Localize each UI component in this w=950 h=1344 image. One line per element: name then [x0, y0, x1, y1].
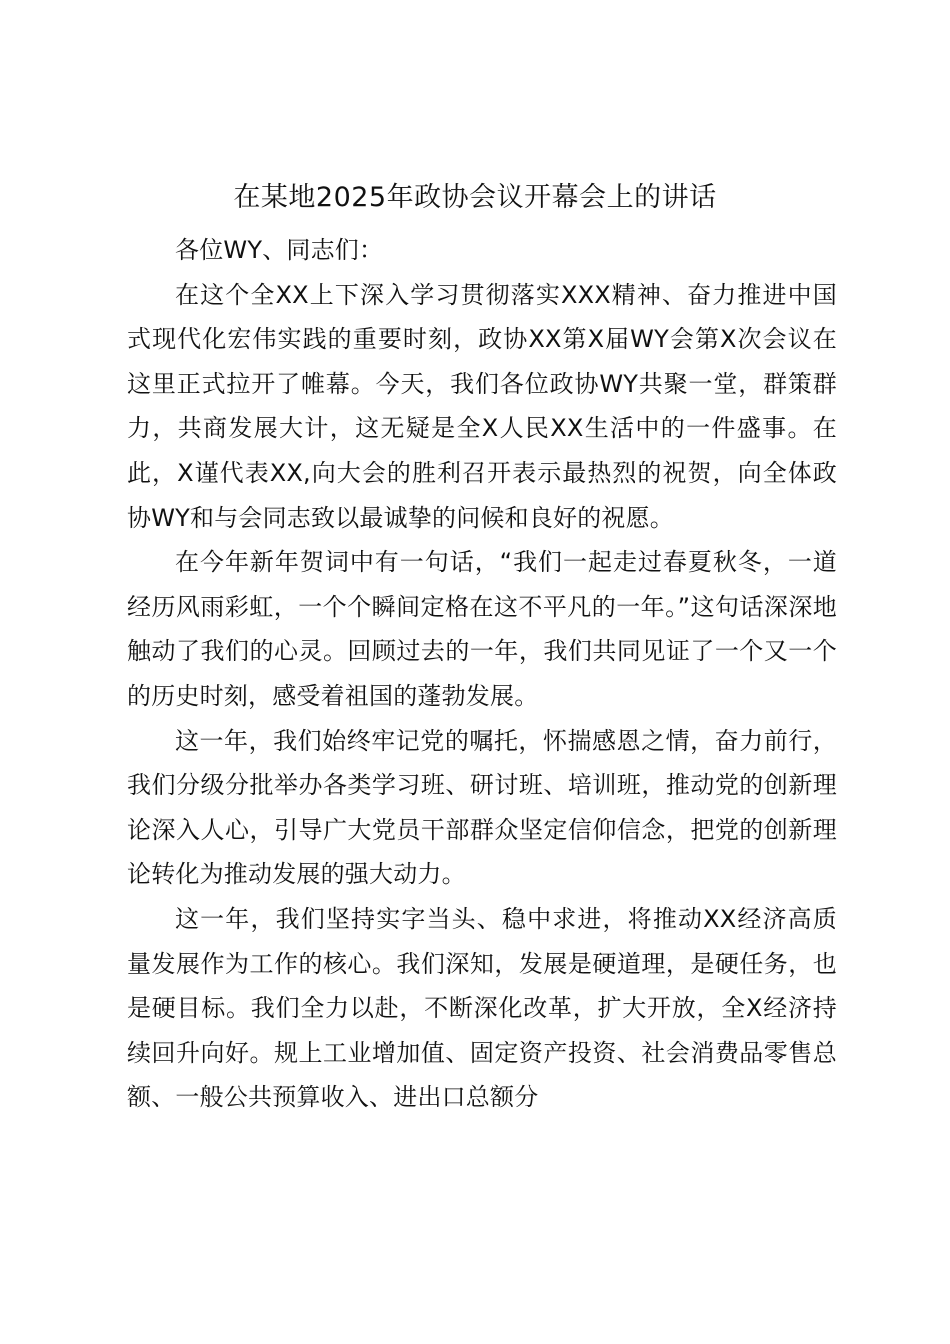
salutation: 各位WY、同志们：	[175, 236, 384, 264]
paragraph-2: 在今年新年贺词中有一句话，“我们一起走过春夏秋冬，一道经历风雨彩虹，一个个瞬间定格在这不平凡的一年。”这句话深深地触动了我们的心灵。回顾过去的一年，我们共同见证了一个又一个的历史时刻，感受着祖国的蓬勃发展。	[127, 548, 837, 710]
paragraph-1: 在这个全XX上下深入学习贯彻落实XXX精神、奋力推进中国式现代化宏伟实践的重要时刻，政协XX第X届WY会第X次会议在这里正式拉开了帷幕。今天，我们各位政协WY共聚一堂，群策群力，共商发展大计，这无疑是全X人民XX生活中的一件盛事。在此，X谨代表XX,向大会的胜利召开表示最热烈的祝贺，向全体政协WY和与会同志致以最诚挚的问候和良好的祝愿。	[127, 280, 837, 532]
document-body	[127, 228, 837, 1120]
document-title: 在某地2025年政协会议开幕会上的讲话	[233, 182, 717, 213]
paragraph-4: 这一年，我们坚持实字当头、稳中求进，将推动XX经济高质量发展作为工作的核心。我们深知，发展是硬道理，是硬任务，也是硬目标。我们全力以赴，不断深化改革，扩大开放，全X经济持续回升向好。规上工业增加值、固定资产投资、社会消费品零售总额、一般公共预算收入、进出口总额分	[127, 904, 837, 1112]
paragraph-3: 这一年，我们始终牢记党的嘱托，怀揣感恩之情，奋力前行，我们分级分批举办各类学习班、研讨班、培训班，推动党的创新理论深入人心，引导广大党员干部群众坚定信仰信念，把党的创新理论转化为推动发展的强大动力。	[127, 726, 837, 889]
